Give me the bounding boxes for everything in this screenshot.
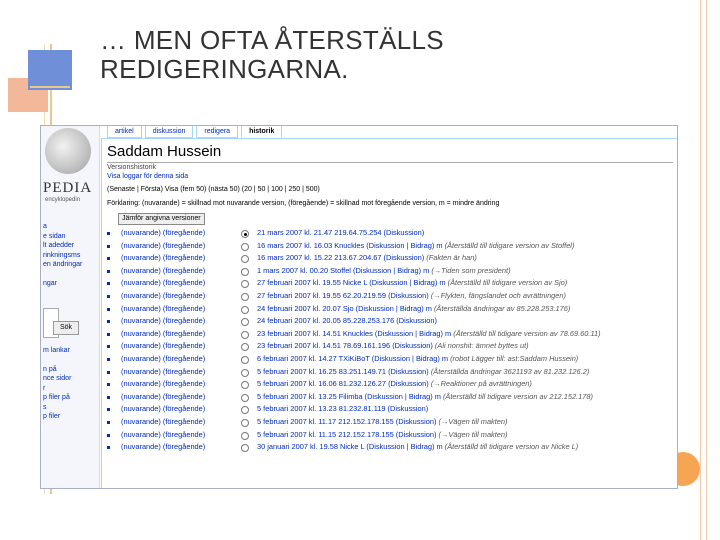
revision-entry[interactable]	[257, 290, 566, 303]
slide-title: … MEN OFTA ÅTERSTÄLLS REDIGERINGARNA.	[100, 25, 444, 84]
revision-entry[interactable]	[257, 277, 567, 290]
revision-list	[107, 227, 677, 454]
bullet-icon	[107, 446, 110, 449]
diff-current-link[interactable]: (nuvarande)	[121, 240, 161, 250]
decor-square-blue	[28, 50, 72, 90]
sidebar-nav-item[interactable]: nce sidor	[43, 375, 72, 382]
bullet-icon	[107, 408, 110, 411]
revision-text[interactable]: 5 februari 2007 kl. 11.17 212.152.178.155 (Diskussion)	[257, 416, 437, 426]
revision-summary: (robot Lägger till: ast:Saddam Hussein)	[450, 353, 579, 363]
diff-previous-link[interactable]: (föregående)	[162, 341, 206, 351]
bullet-icon	[107, 295, 110, 298]
tab-3[interactable]: historik	[241, 126, 282, 138]
sidebar-nav-item[interactable]	[43, 289, 97, 299]
diff-current-link[interactable]: (nuvarande)	[121, 379, 161, 389]
diff-current-link[interactable]: (nuvarande)	[121, 278, 161, 288]
bullet-icon	[107, 383, 110, 386]
wikipedia-logo-subtitle: encyklopedin	[45, 197, 81, 203]
revision-summary: (Återställd till tidigare version av Stoffel)	[444, 240, 575, 250]
revision-summary: (→Tiden som president)	[431, 265, 511, 275]
diff-links[interactable]	[121, 227, 205, 240]
revision-radio[interactable]	[241, 230, 249, 238]
diff-previous-link[interactable]: (föregående)	[162, 328, 206, 338]
tab-0[interactable]: artikel	[107, 126, 142, 138]
revision-text[interactable]: 23 februari 2007 kl. 14.51 78.69.161.196 (Diskussion)	[257, 341, 433, 351]
diff-current-link[interactable]: (nuvarande)	[121, 228, 161, 237]
diff-links[interactable]	[121, 429, 205, 442]
revision-text[interactable]: 1 mars 2007 kl. 00.20 Stoffel (Diskussion | Bidrag) m	[257, 265, 430, 275]
diff-current-link[interactable]: (nuvarande)	[121, 416, 161, 426]
revision-text[interactable]: 16 mars 2007 kl. 15.22 213.67.204.67 (Diskussion)	[257, 253, 425, 263]
diff-links[interactable]	[121, 328, 205, 341]
revision-entry[interactable]	[257, 441, 578, 454]
sidebar-nav-item[interactable]: a	[43, 223, 47, 230]
revision-row	[107, 290, 677, 303]
revision-entry[interactable]	[257, 366, 589, 379]
decor-line	[700, 0, 701, 540]
revision-radio[interactable]	[241, 444, 249, 452]
revision-summary: (Återställd till tidigare version av 78.69.60.11)	[453, 328, 601, 338]
revision-text[interactable]: 5 februari 2007 kl. 16.06 81.232.126.27 (Diskussion)	[257, 379, 429, 389]
diff-links[interactable]	[121, 340, 205, 353]
revision-row	[107, 429, 677, 442]
sidebar-nav-item[interactable]: p filer på	[43, 394, 70, 401]
diff-previous-link[interactable]: (föregående)	[162, 366, 206, 376]
bullet-icon	[107, 421, 110, 424]
sidebar-nav-item[interactable]: ngar	[43, 280, 58, 287]
revision-row	[107, 277, 677, 290]
revision-entry[interactable]	[257, 315, 437, 328]
diff-previous-link[interactable]: (föregående)	[162, 353, 206, 363]
diff-links[interactable]	[121, 277, 205, 290]
revision-row	[107, 353, 677, 366]
revision-radio[interactable]	[241, 293, 249, 301]
revision-row	[107, 315, 677, 328]
revision-row	[107, 240, 677, 253]
revision-text[interactable]: 24 februari 2007 kl. 20.07 Sjo (Diskussion | Bidrag) m	[257, 303, 432, 313]
diff-previous-link[interactable]: (föregående)	[162, 379, 206, 389]
revision-entry[interactable]	[257, 252, 477, 265]
decor-line	[30, 86, 70, 88]
revision-text[interactable]: 21 mars 2007 kl. 21.47 219.64.75.254 (Diskussion)	[257, 228, 425, 237]
revision-row	[107, 328, 677, 341]
diff-previous-link[interactable]: (föregående)	[162, 253, 206, 263]
revision-entry[interactable]	[257, 340, 529, 353]
diff-current-link[interactable]: (nuvarande)	[121, 442, 161, 452]
sidebar-nav-item[interactable]: m lankar	[43, 346, 70, 354]
bullet-icon	[107, 345, 110, 348]
revision-text[interactable]: 6 februari 2007 kl. 14.27 TXiKiBoT (Diskussion | Bidrag) m	[257, 353, 449, 363]
revision-radio[interactable]	[241, 343, 249, 351]
revision-row	[107, 403, 677, 416]
diff-links[interactable]	[121, 240, 205, 253]
diff-previous-link[interactable]: (föregående)	[162, 303, 206, 313]
tab-1[interactable]: diskussion	[145, 126, 194, 138]
revision-entry[interactable]	[257, 429, 508, 442]
revision-summary: (Återställd till tidigare version av Sjo)	[447, 278, 568, 288]
revision-entry[interactable]	[257, 328, 601, 341]
revision-radio[interactable]	[241, 255, 249, 263]
revision-summary: (Återställd till tidigare version av 212.152.178)	[442, 391, 593, 401]
diff-current-link[interactable]: (nuvarande)	[121, 341, 161, 351]
revision-radio[interactable]	[241, 432, 249, 440]
history-pager[interactable]: (Senaste | Första) Visa (fem 50) (nästa 50) (20 | 50 | 100 | 250 | 500)	[107, 186, 320, 193]
diff-current-link[interactable]: (nuvarande)	[121, 253, 161, 263]
sidebar-nav-item[interactable]: p filer	[43, 413, 61, 420]
sidebar-nav-item[interactable]: e sidan	[43, 232, 66, 240]
diff-links[interactable]	[121, 391, 205, 404]
revision-radio[interactable]	[241, 318, 249, 326]
diff-current-link[interactable]: (nuvarande)	[121, 366, 161, 376]
revision-row	[107, 366, 677, 379]
title-divider	[107, 162, 673, 163]
diff-previous-link[interactable]: (föregående)	[162, 416, 206, 426]
revision-radio[interactable]	[241, 394, 249, 402]
diff-links[interactable]	[121, 290, 205, 303]
diff-previous-link[interactable]: (föregående)	[162, 290, 206, 300]
revision-row	[107, 252, 677, 265]
revision-text[interactable]: 30 januari 2007 kl. 19.58 Nicke L (Diskussion | Bidrag) m	[257, 442, 443, 452]
revision-text[interactable]: 16 mars 2007 kl. 16.03 Knuckles (Diskussion | Bidrag) m	[257, 240, 443, 250]
diff-previous-link[interactable]: (föregående)	[162, 391, 206, 401]
page-subtitle: Versionshistorik	[107, 164, 157, 171]
compare-versions-button[interactable]: Jämför angivna versioner	[118, 213, 205, 225]
revision-row	[107, 303, 677, 316]
history-content	[101, 138, 677, 489]
revision-text[interactable]: 24 februari 2007 kl. 20.05 85.228.253.176 (Diskussion)	[257, 316, 437, 326]
sidebar-nav-item[interactable]: n på	[43, 365, 57, 373]
revision-radio[interactable]	[241, 280, 249, 288]
bullet-icon	[107, 320, 110, 323]
revision-radio[interactable]	[241, 268, 249, 276]
diff-links[interactable]	[121, 353, 205, 366]
sidebar-nav-item[interactable]: lt adedder	[43, 242, 75, 249]
diff-links[interactable]	[121, 416, 205, 429]
sidebar-nav-item[interactable]	[43, 270, 97, 280]
diff-current-link[interactable]: (nuvarande)	[121, 303, 161, 313]
diff-previous-link[interactable]: (föregående)	[162, 316, 206, 326]
revision-entry[interactable]	[257, 391, 593, 404]
revision-row	[107, 441, 677, 454]
diff-links[interactable]	[121, 403, 205, 416]
diff-current-link[interactable]: (nuvarande)	[121, 404, 161, 414]
wiki-sidebar	[41, 126, 100, 488]
revision-row	[107, 416, 677, 429]
revision-text[interactable]: 27 februari 2007 kl. 19.55 62.20.219.59 (Diskussion)	[257, 290, 429, 300]
revision-entry[interactable]	[257, 240, 574, 253]
bullet-icon	[107, 358, 110, 361]
revision-row	[107, 227, 677, 240]
diff-links[interactable]	[121, 441, 205, 454]
revision-radio[interactable]	[241, 419, 249, 427]
diff-previous-link[interactable]: (föregående)	[162, 278, 206, 288]
page-tabs	[107, 126, 285, 138]
sidebar-nav-item[interactable]	[43, 422, 97, 432]
diff-previous-link[interactable]: (föregående)	[162, 265, 206, 275]
revision-radio[interactable]	[241, 306, 249, 314]
diff-links[interactable]	[121, 303, 205, 316]
bullet-icon	[107, 232, 110, 235]
revision-row	[107, 265, 677, 278]
revision-radio[interactable]	[241, 369, 249, 377]
revision-summary: (Återställda ändringar 3621193 av 81.232.126.2)	[430, 366, 590, 376]
revision-summary: (→Reaktioner på avrättningen)	[430, 379, 532, 389]
revision-entry[interactable]	[257, 403, 428, 416]
bullet-icon	[107, 434, 110, 437]
diff-links[interactable]	[121, 265, 205, 278]
diff-links[interactable]	[121, 252, 205, 265]
revision-text[interactable]: 27 februari 2007 kl. 19.55 Nicke L (Diskussion | Bidrag) m	[257, 278, 446, 288]
revision-summary: (→Flykten, fängslandet och avrättningen)	[430, 290, 566, 300]
revision-text[interactable]: 5 februari 2007 kl. 11.15 212.152.178.155 (Diskussion)	[257, 429, 437, 439]
page-title: Saddam Hussein	[107, 143, 222, 160]
search-button[interactable]: Sök	[53, 321, 79, 335]
sidebar-nav-item[interactable]	[43, 355, 97, 365]
tab-2[interactable]: redigera	[196, 126, 238, 138]
diff-links[interactable]	[121, 378, 205, 391]
revision-radio[interactable]	[241, 406, 249, 414]
diff-current-link[interactable]: (nuvarande)	[121, 429, 161, 439]
bullet-icon	[107, 396, 110, 399]
diff-links[interactable]	[121, 315, 205, 328]
revision-row	[107, 391, 677, 404]
wikipedia-globe-icon	[45, 128, 91, 174]
diff-current-link[interactable]: (nuvarande)	[121, 265, 161, 275]
decor-line	[706, 0, 707, 540]
diff-previous-link[interactable]: (föregående)	[162, 240, 206, 250]
diff-previous-link[interactable]: (föregående)	[162, 442, 206, 452]
sidebar-nav-item[interactable]: en ändringar	[43, 261, 83, 268]
diff-current-link[interactable]: (nuvarande)	[121, 290, 161, 300]
revision-entry[interactable]	[257, 303, 570, 316]
diff-previous-link[interactable]: (föregående)	[162, 404, 206, 414]
revision-entry[interactable]	[257, 378, 532, 391]
revision-text[interactable]: 23 februari 2007 kl. 14.51 Knuckles (Diskussion | Bidrag) m	[257, 328, 452, 338]
revision-radio[interactable]	[241, 331, 249, 339]
revision-text[interactable]: 5 februari 2007 kl. 13.25 Filimba (Diskussion | Bidrag) m	[257, 391, 441, 401]
diff-previous-link[interactable]: (föregående)	[162, 429, 206, 439]
diff-current-link[interactable]: (nuvarande)	[121, 328, 161, 338]
history-legend: Förklaring: (nuvarande) = skillnad mot nuvarande version, (föregående) = skillnad mot föregående version, m = mindre ändring	[107, 200, 500, 207]
revision-entry[interactable]	[257, 227, 424, 240]
bullet-icon	[107, 257, 110, 260]
revision-radio[interactable]	[241, 381, 249, 389]
diff-current-link[interactable]: (nuvarande)	[121, 353, 161, 363]
sidebar-nav-item[interactable]	[43, 298, 97, 308]
revision-summary: (→Vägen till makten)	[438, 416, 508, 426]
revision-radio[interactable]	[241, 356, 249, 364]
revision-summary: (Återställda ändringar av 85.228.253.176)	[433, 303, 571, 313]
revision-entry[interactable]	[257, 353, 578, 366]
revision-row	[107, 340, 677, 353]
diff-previous-link[interactable]: (föregående)	[162, 228, 206, 237]
wiki-screenshot	[40, 125, 678, 489]
bullet-icon	[107, 333, 110, 336]
bullet-icon	[107, 270, 110, 273]
revision-summary: (Återställd till tidigare version av Nicke L)	[444, 442, 579, 452]
diff-links[interactable]	[121, 366, 205, 379]
bullet-icon	[107, 371, 110, 374]
bullet-icon	[107, 245, 110, 248]
sidebar-nav-item[interactable]: rinkningsms	[43, 251, 81, 259]
diff-current-link[interactable]: (nuvarande)	[121, 316, 161, 326]
revision-row	[107, 378, 677, 391]
revision-summary: (Ali nonshit: ämnet byttes ut)	[434, 341, 529, 351]
revision-text[interactable]: 5 februari 2007 kl. 13.23 81.232.81.119 (Diskussion)	[257, 404, 429, 414]
revision-summary: (→Vägen till makten)	[438, 429, 508, 439]
view-logs-link[interactable]: Visa loggar för denna sida	[107, 173, 189, 180]
bullet-icon	[107, 308, 110, 311]
wikipedia-logo-text: PEDIA	[43, 180, 93, 196]
revision-summary: (Fakten är han)	[426, 253, 477, 263]
bullet-icon	[107, 282, 110, 285]
revision-text[interactable]: 5 februari 2007 kl. 16.25 83.251.149.71 (Diskussion)	[257, 366, 429, 376]
sidebar-nav-item[interactable]: r	[43, 384, 46, 392]
revision-radio[interactable]	[241, 243, 249, 251]
revision-entry[interactable]	[257, 416, 508, 429]
revision-entry[interactable]	[257, 265, 511, 278]
diff-current-link[interactable]: (nuvarande)	[121, 391, 161, 401]
sidebar-nav-item[interactable]: s	[43, 403, 47, 411]
